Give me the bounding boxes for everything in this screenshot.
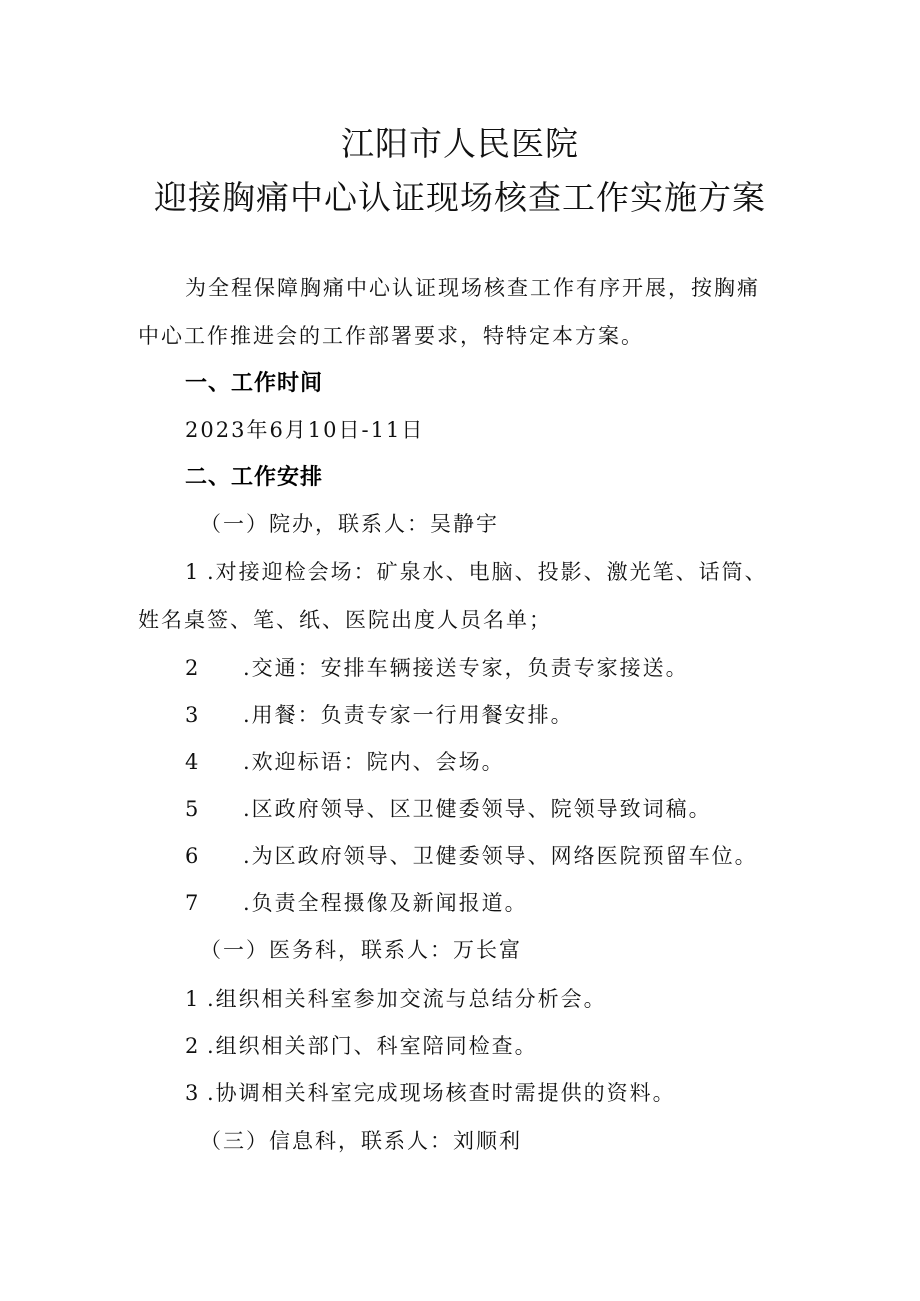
section1-date: 2023年6月10日-11日 xyxy=(185,418,425,442)
section1-heading: 一、工作时间 xyxy=(185,371,324,396)
medical-item-2 xyxy=(185,1030,538,1060)
document-title-line2: 迎接胸痛中心认证现场核查工作实施方案 xyxy=(154,178,766,217)
office-item-1 xyxy=(185,556,768,586)
item-text: 姓名桌签、笔、纸、医院出度人员名单； xyxy=(138,608,552,632)
item-number: 4 xyxy=(185,750,201,774)
office-item-2 xyxy=(185,652,689,682)
item-text: .欢迎标语：院内、会场。 xyxy=(243,750,505,774)
item-text: .组织相关部门、科室陪同检查。 xyxy=(207,1034,538,1058)
intro-paragraph-line2: 中心工作推进会的工作部署要求，特特定本方案。 xyxy=(138,324,644,348)
office-item-6 xyxy=(185,840,758,870)
item-number: 1 xyxy=(185,560,201,584)
medical-item-3 xyxy=(185,1077,676,1107)
item-number: 6 xyxy=(185,844,201,868)
document-title-line1: 江阳市人民医院 xyxy=(341,124,579,163)
office-item-4 xyxy=(185,746,505,776)
item-text: .对接迎检会场：矿泉水、电脑、投影、激光笔、话筒、 xyxy=(207,560,768,584)
item-text: .协调相关科室完成现场核查时需提供的资料。 xyxy=(207,1081,676,1105)
office-item-7 xyxy=(185,887,528,917)
item-number: 2 xyxy=(185,1034,201,1058)
info-subheading: （三）信息科，联系人：刘顺利 xyxy=(200,1129,522,1153)
item-text: .为区政府领导、卫健委领导、网络医院预留车位。 xyxy=(243,844,758,868)
office-item-5 xyxy=(185,793,712,823)
medical-item-1 xyxy=(185,983,607,1013)
office-item-1-continued xyxy=(138,604,552,634)
item-number: 3 xyxy=(185,703,201,727)
item-text: .区政府领导、区卫健委领导、院领导致词稿。 xyxy=(243,797,712,821)
office-subheading: （一）院办，联系人：吴静宇 xyxy=(200,512,499,536)
item-number: 3 xyxy=(185,1081,201,1105)
office-item-3 xyxy=(185,699,574,729)
medical-subheading: （一）医务科，联系人：万长富 xyxy=(200,938,522,962)
item-number: 7 xyxy=(185,891,201,915)
intro-paragraph-line1: 为全程保障胸痛中心认证现场核查工作有序开展，按胸痛 xyxy=(185,276,760,300)
item-text: .用餐：负责专家一行用餐安排。 xyxy=(243,703,574,727)
item-number: 1 xyxy=(185,987,201,1011)
item-number: 2 xyxy=(185,656,201,680)
item-number: 5 xyxy=(185,797,201,821)
section2-heading: 二、工作安排 xyxy=(185,465,324,490)
item-text: .交通：安排车辆接送专家，负责专家接送。 xyxy=(243,656,689,680)
item-text: .负责全程摄像及新闻报道。 xyxy=(243,891,528,915)
item-text: .组织相关科室参加交流与总结分析会。 xyxy=(207,987,607,1011)
